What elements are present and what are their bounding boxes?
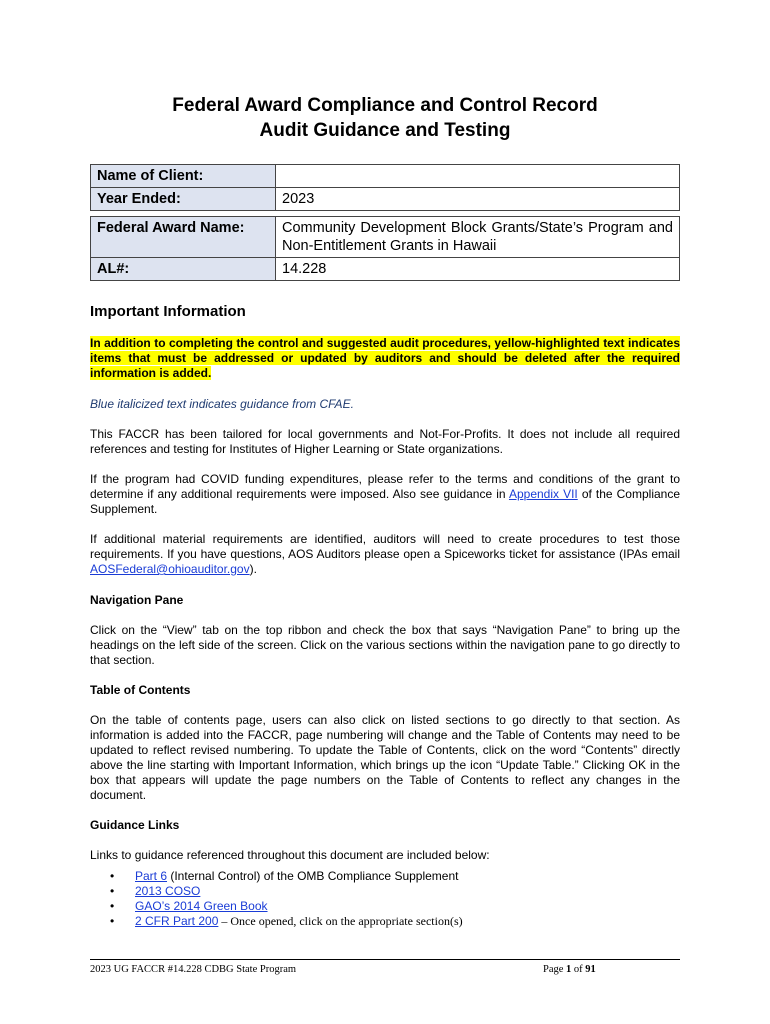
award-table [90,216,680,281]
part-6-link[interactable]: Part 6 [135,869,168,883]
name-of-client-value[interactable] [276,165,680,188]
gao-green-book-link[interactable]: GAO’s 2014 Green Book [135,899,268,913]
al-number-value[interactable]: 14.228 [276,258,680,281]
tailored-paragraph: This FACCR has been tailored for local governments and Not-For-Profits. It does not include all required references and testing for Institutes of Higher Learning or State organizations. [90,427,680,456]
document-title: Federal Award Compliance and Control Record [172,95,598,116]
aos-federal-email-link[interactable]: AOSFederal@ohioauditor.gov [90,562,250,576]
footer-divider [90,959,680,960]
cfr-part-200-description: – Once opened, click on the appropriate section(s) [218,914,463,928]
material-text-start: If additional material requirements are identified, auditors will need to create procedures to test those requirements. If you have questions, AOS Auditors please open a Spiceworks ticket for assistance (IPAs email [90,532,680,561]
guidance-links-list [90,869,463,929]
current-page: 1 [566,964,572,975]
guidance-link-item [90,914,463,929]
footer-document-id: 2023 UG FACCR #14.228 CDBG State Program [90,964,297,975]
guidance-link-item [90,869,463,884]
navigation-pane-paragraph: Click on the “View” tab on the top ribbon and check the box that says “Navigation Pane” to bring up the headings on the left side of the screen. Click on the various sections within the navigation pane to go directly to that section. [90,623,680,667]
guidance-link-item [90,899,463,914]
yellow-highlight-text: In addition to completing the control and suggested audit procedures, yellow-highlighted text indicates items that must be addressed or updated by auditors and should be deleted after the required information is added. [90,336,680,380]
federal-award-name-label: Federal Award Name: [91,217,276,258]
material-requirements-paragraph [90,532,680,577]
federal-award-name-value[interactable]: Community Development Block Grants/State’s Program and Non-Entitlement Grants in Hawaii [276,217,680,258]
guidance-link-item [90,884,463,899]
table-of-contents-paragraph: On the table of contents page, users can also click on listed sections to go directly to that section. As information is added into the FACCR, page numbering will change and the Table of Contents may need to be updated to reflect revised numbering. To update the Table of Contents, click on the word “Contents” directly above the line starting with Important Information, which brings up the icon “Update Table.” Clicking OK in the box that appears will update the page numbers on the Table of Contents to reflect any changes in the document. [90,713,680,802]
client-table [90,164,680,211]
navigation-pane-heading: Navigation Pane [90,593,184,607]
covid-paragraph [90,472,680,517]
coso-2013-link[interactable]: 2013 COSO [135,884,201,898]
year-ended-value[interactable]: 2023 [276,188,680,211]
covid-text-start: If the program had COVID funding expenditures, please refer to the terms and conditions of the grant to determine if any additional requirements were imposed. Also see guidance in [90,472,680,501]
table-of-contents-heading: Table of Contents [90,683,191,697]
part-6-description: (Internal Control) of the OMB Compliance Supplement [167,869,459,883]
footer-page-number: Page 1 of 91 [543,964,596,975]
appendix-vii-link[interactable]: Appendix VII [508,487,578,501]
important-information-heading: Important Information [90,303,246,320]
blue-guidance-note: Blue italicized text indicates guidance from CFAE. [90,397,354,411]
total-pages: 91 [585,964,596,975]
name-of-client-label: Name of Client: [91,165,276,188]
al-number-label: AL#: [91,258,276,281]
document-subtitle: Audit Guidance and Testing [259,120,511,141]
material-text-end: ). [249,562,257,576]
guidance-links-intro: Links to guidance referenced throughout this document are included below: [90,848,490,862]
highlight-instructions [90,336,680,381]
covid-text-end: of the Compliance Supplement. [90,487,681,516]
guidance-links-heading: Guidance Links [90,818,180,832]
cfr-part-200-link[interactable]: 2 CFR Part 200 [135,914,219,928]
year-ended-label: Year Ended: [91,188,276,211]
